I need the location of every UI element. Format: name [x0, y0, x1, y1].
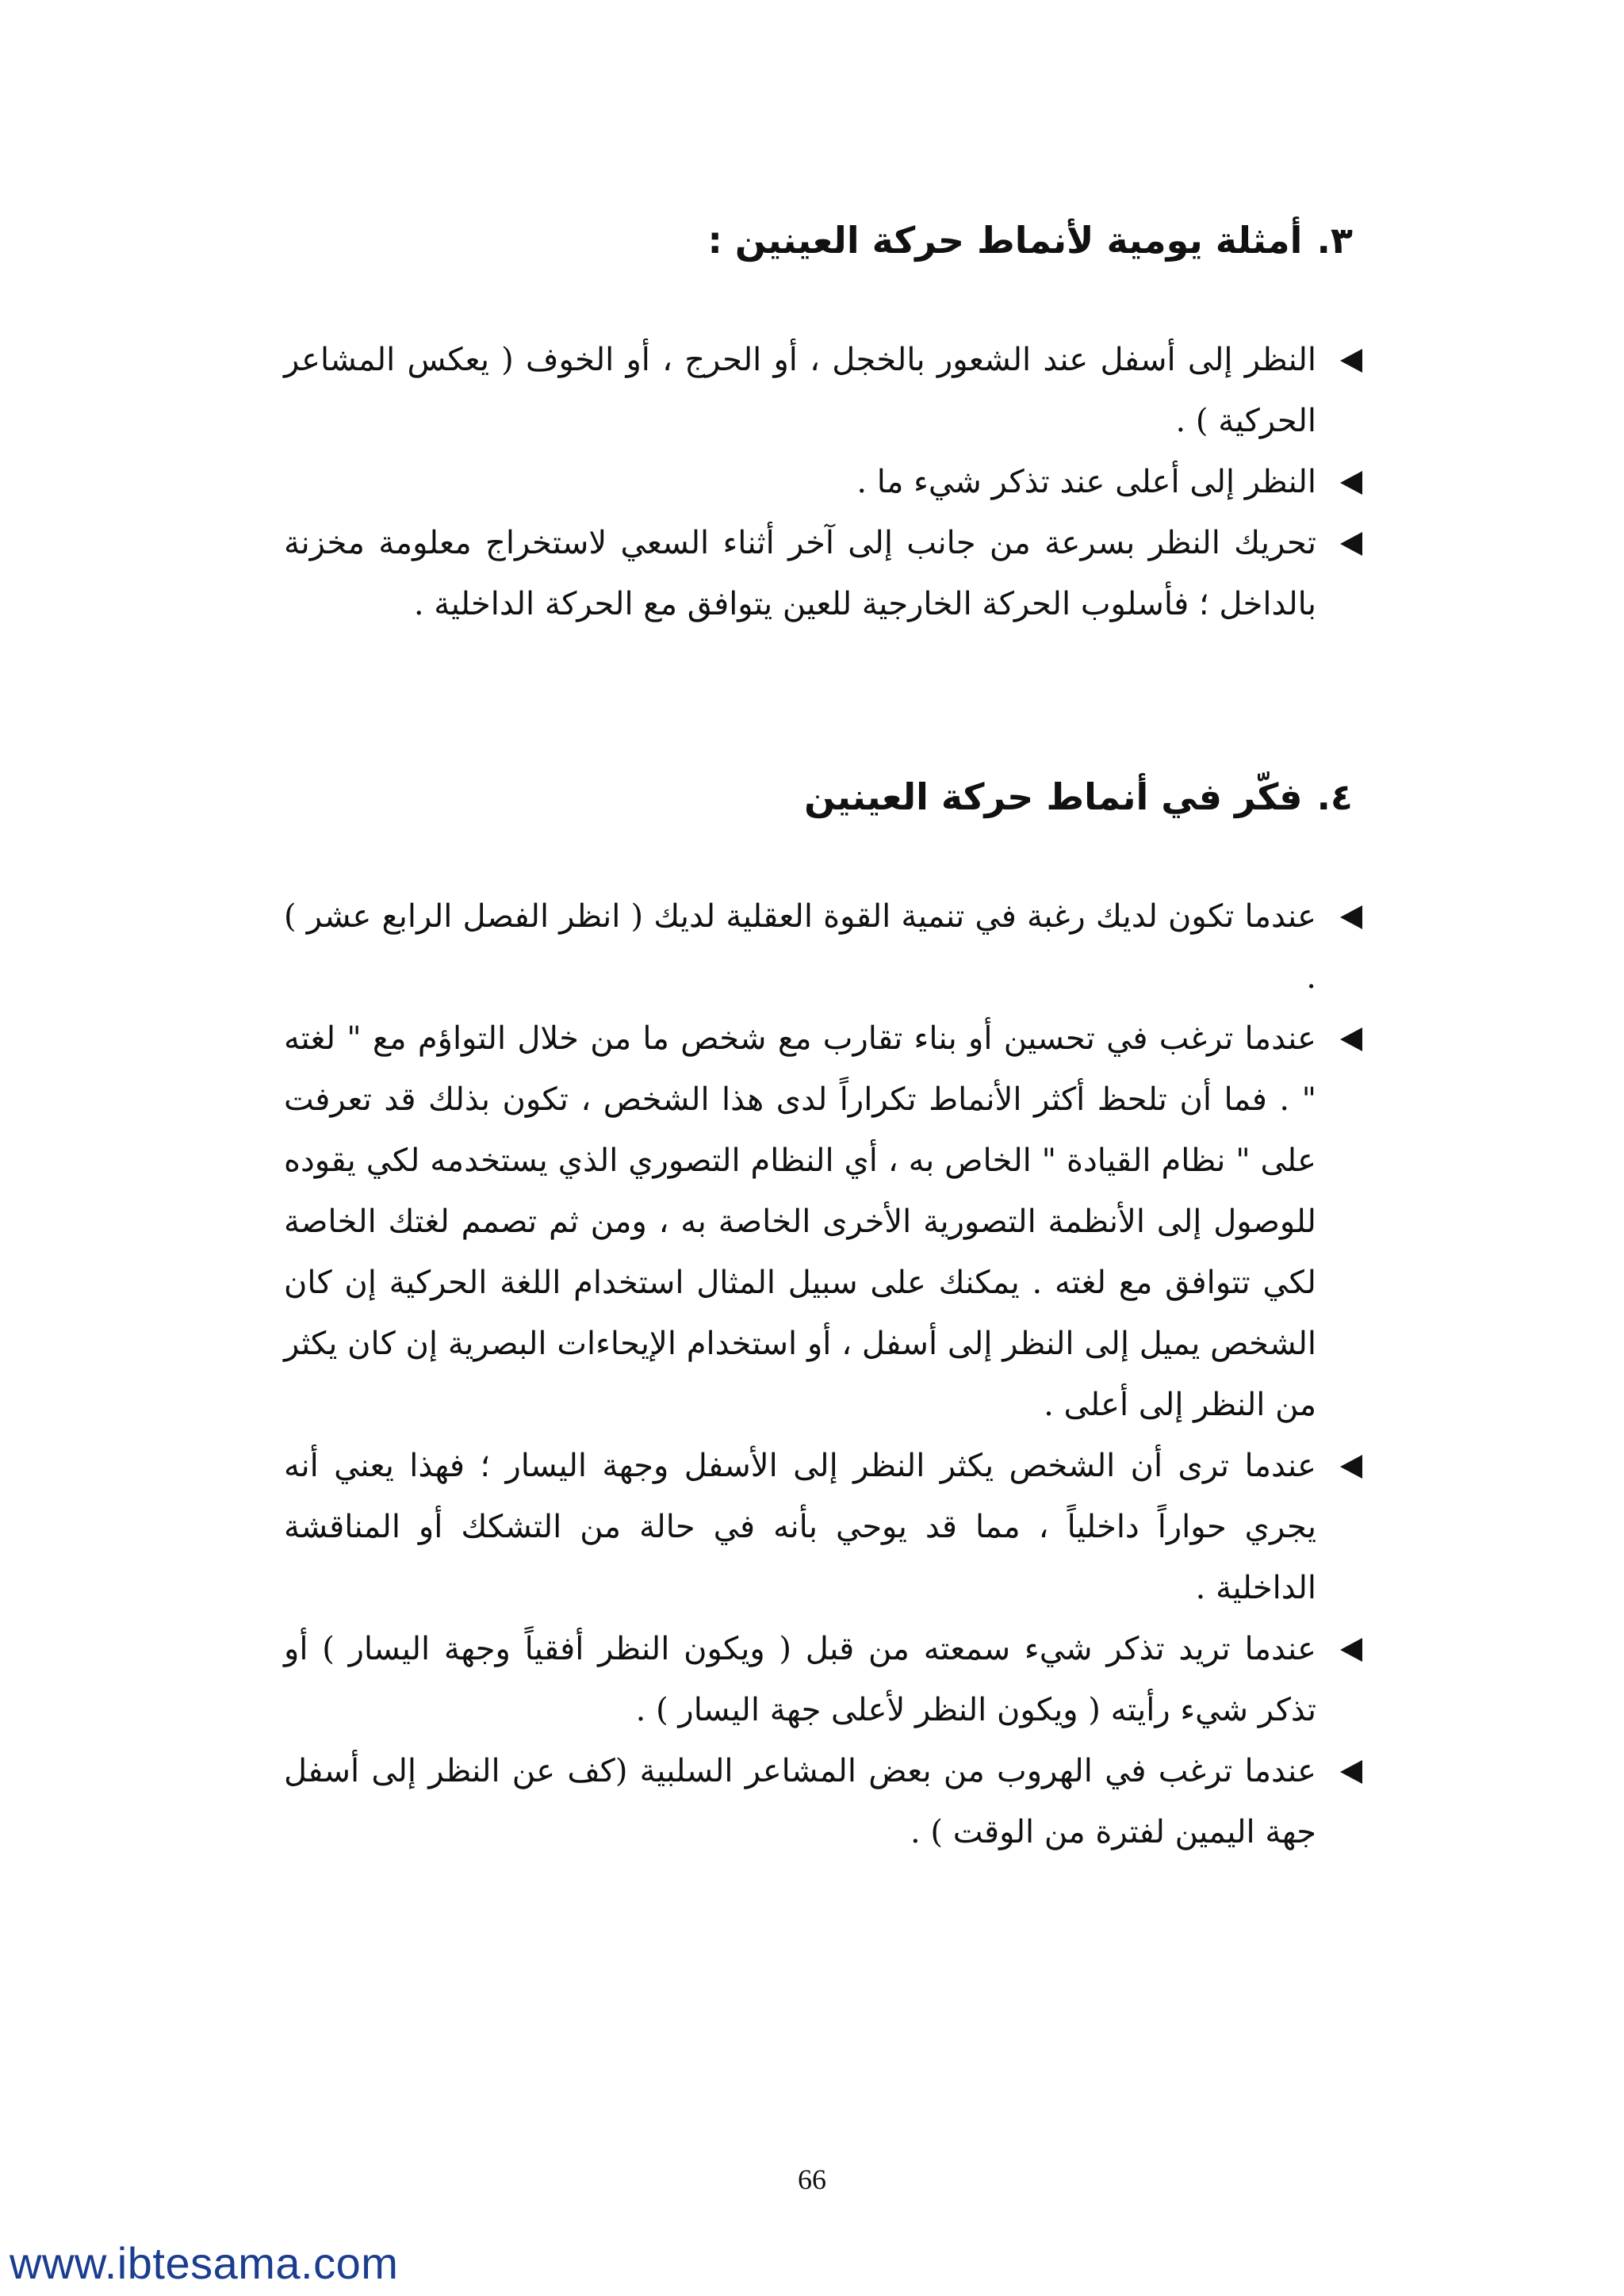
section-number: ٤. [1316, 775, 1353, 818]
list-item [284, 886, 1362, 1008]
list-item [284, 330, 1362, 452]
list-item-text: عندما ترى أن الشخص يكثر النظر إلى الأسفل وجهة اليسار ؛ فهذا يعني أنه يجري حواراً داخلياً ، مما قد يوحي بأنه في حالة من التشكك أو المناقشة الداخلية . [284, 1448, 1316, 1606]
section-heading [284, 212, 1362, 268]
list-item [284, 1436, 1362, 1619]
section-title: فكّر في أنماط حركة العينين [804, 775, 1303, 818]
list-item [284, 452, 1362, 513]
list-item-text: عندما تريد تذكر شيء سمعته من قبل ( ويكون النظر أفقياً وجهة اليسار ) أو تذكر شيء رأيته ( ويكون النظر لأعلى جهة اليسار ) . [284, 1631, 1316, 1728]
section-title: أمثلة يومية لأنماط حركة العينين : [707, 219, 1303, 262]
bullet-triangle-icon [1340, 905, 1362, 929]
page-number: 66 [798, 2164, 826, 2195]
list-item [284, 1619, 1362, 1741]
bullet-list [284, 886, 1362, 1863]
bullet-list [284, 330, 1362, 635]
list-item [284, 1741, 1362, 1863]
list-item-text: تحريك النظر بسرعة من جانب إلى آخر أثناء السعي لاستخراج معلومة مخزنة بالداخل ؛ فأسلوب الحركة الخارجية للعين يتوافق مع الحركة الداخلية . [284, 525, 1316, 622]
section-daily-examples [284, 212, 1362, 635]
section-heading [284, 769, 1362, 825]
list-item-text: عندما ترغب في تحسين أو بناء تقارب مع شخص ما من خلال التواؤم مع " لغته " . فما أن تلحظ أكثر الأنماط تكراراً لدى هذا الشخص ، تكون بذلك قد تعرفت على " نظام القيادة " الخاص به ، أي النظام التصوري الذي يستخدمه لكي يقوده للوصول إلى الأنظمة التصورية الأخرى الخاصة به ، ومن ثم تصمم لغتك الخاصة لكي تتوافق مع لغته . يمكنك على سبيل المثال استخدام اللغة الحركية إن كان الشخص يميل إلى النظر إلى أسفل ، أو استخدام الإيحاءات البصرية إن كان يكثر من النظر إلى أعلى . [284, 1020, 1317, 1423]
list-item-text: عندما تكون لديك رغبة في تنمية القوة العقلية لديك ( انظر الفصل الرابع عشر ) . [284, 898, 1316, 996]
bullet-triangle-icon [1340, 471, 1362, 495]
list-item-text: النظر إلى أسفل عند الشعور بالخجل ، أو الحرج ، أو الخوف ( يعكس المشاعر الحركية ) . [284, 342, 1316, 439]
bullet-triangle-icon [1340, 1027, 1362, 1051]
bullet-triangle-icon [1340, 1760, 1362, 1784]
list-item-text: عندما ترغب في الهروب من بعض المشاعر السلبية (كف عن النظر إلى أسفل جهة اليمين لفترة من الوقت ) . [284, 1753, 1316, 1850]
bullet-triangle-icon [1340, 532, 1362, 556]
list-item [284, 1008, 1362, 1436]
section-number: ٣. [1316, 219, 1353, 262]
bullet-triangle-icon [1340, 1638, 1362, 1662]
list-item-text: النظر إلى أعلى عند تذكر شيء ما . [856, 464, 1316, 500]
list-item [284, 513, 1362, 635]
bullet-triangle-icon [1340, 349, 1362, 373]
bullet-triangle-icon [1340, 1455, 1362, 1479]
section-think-patterns [284, 769, 1362, 1863]
site-watermark: www.ibtesama.com [10, 2238, 399, 2288]
